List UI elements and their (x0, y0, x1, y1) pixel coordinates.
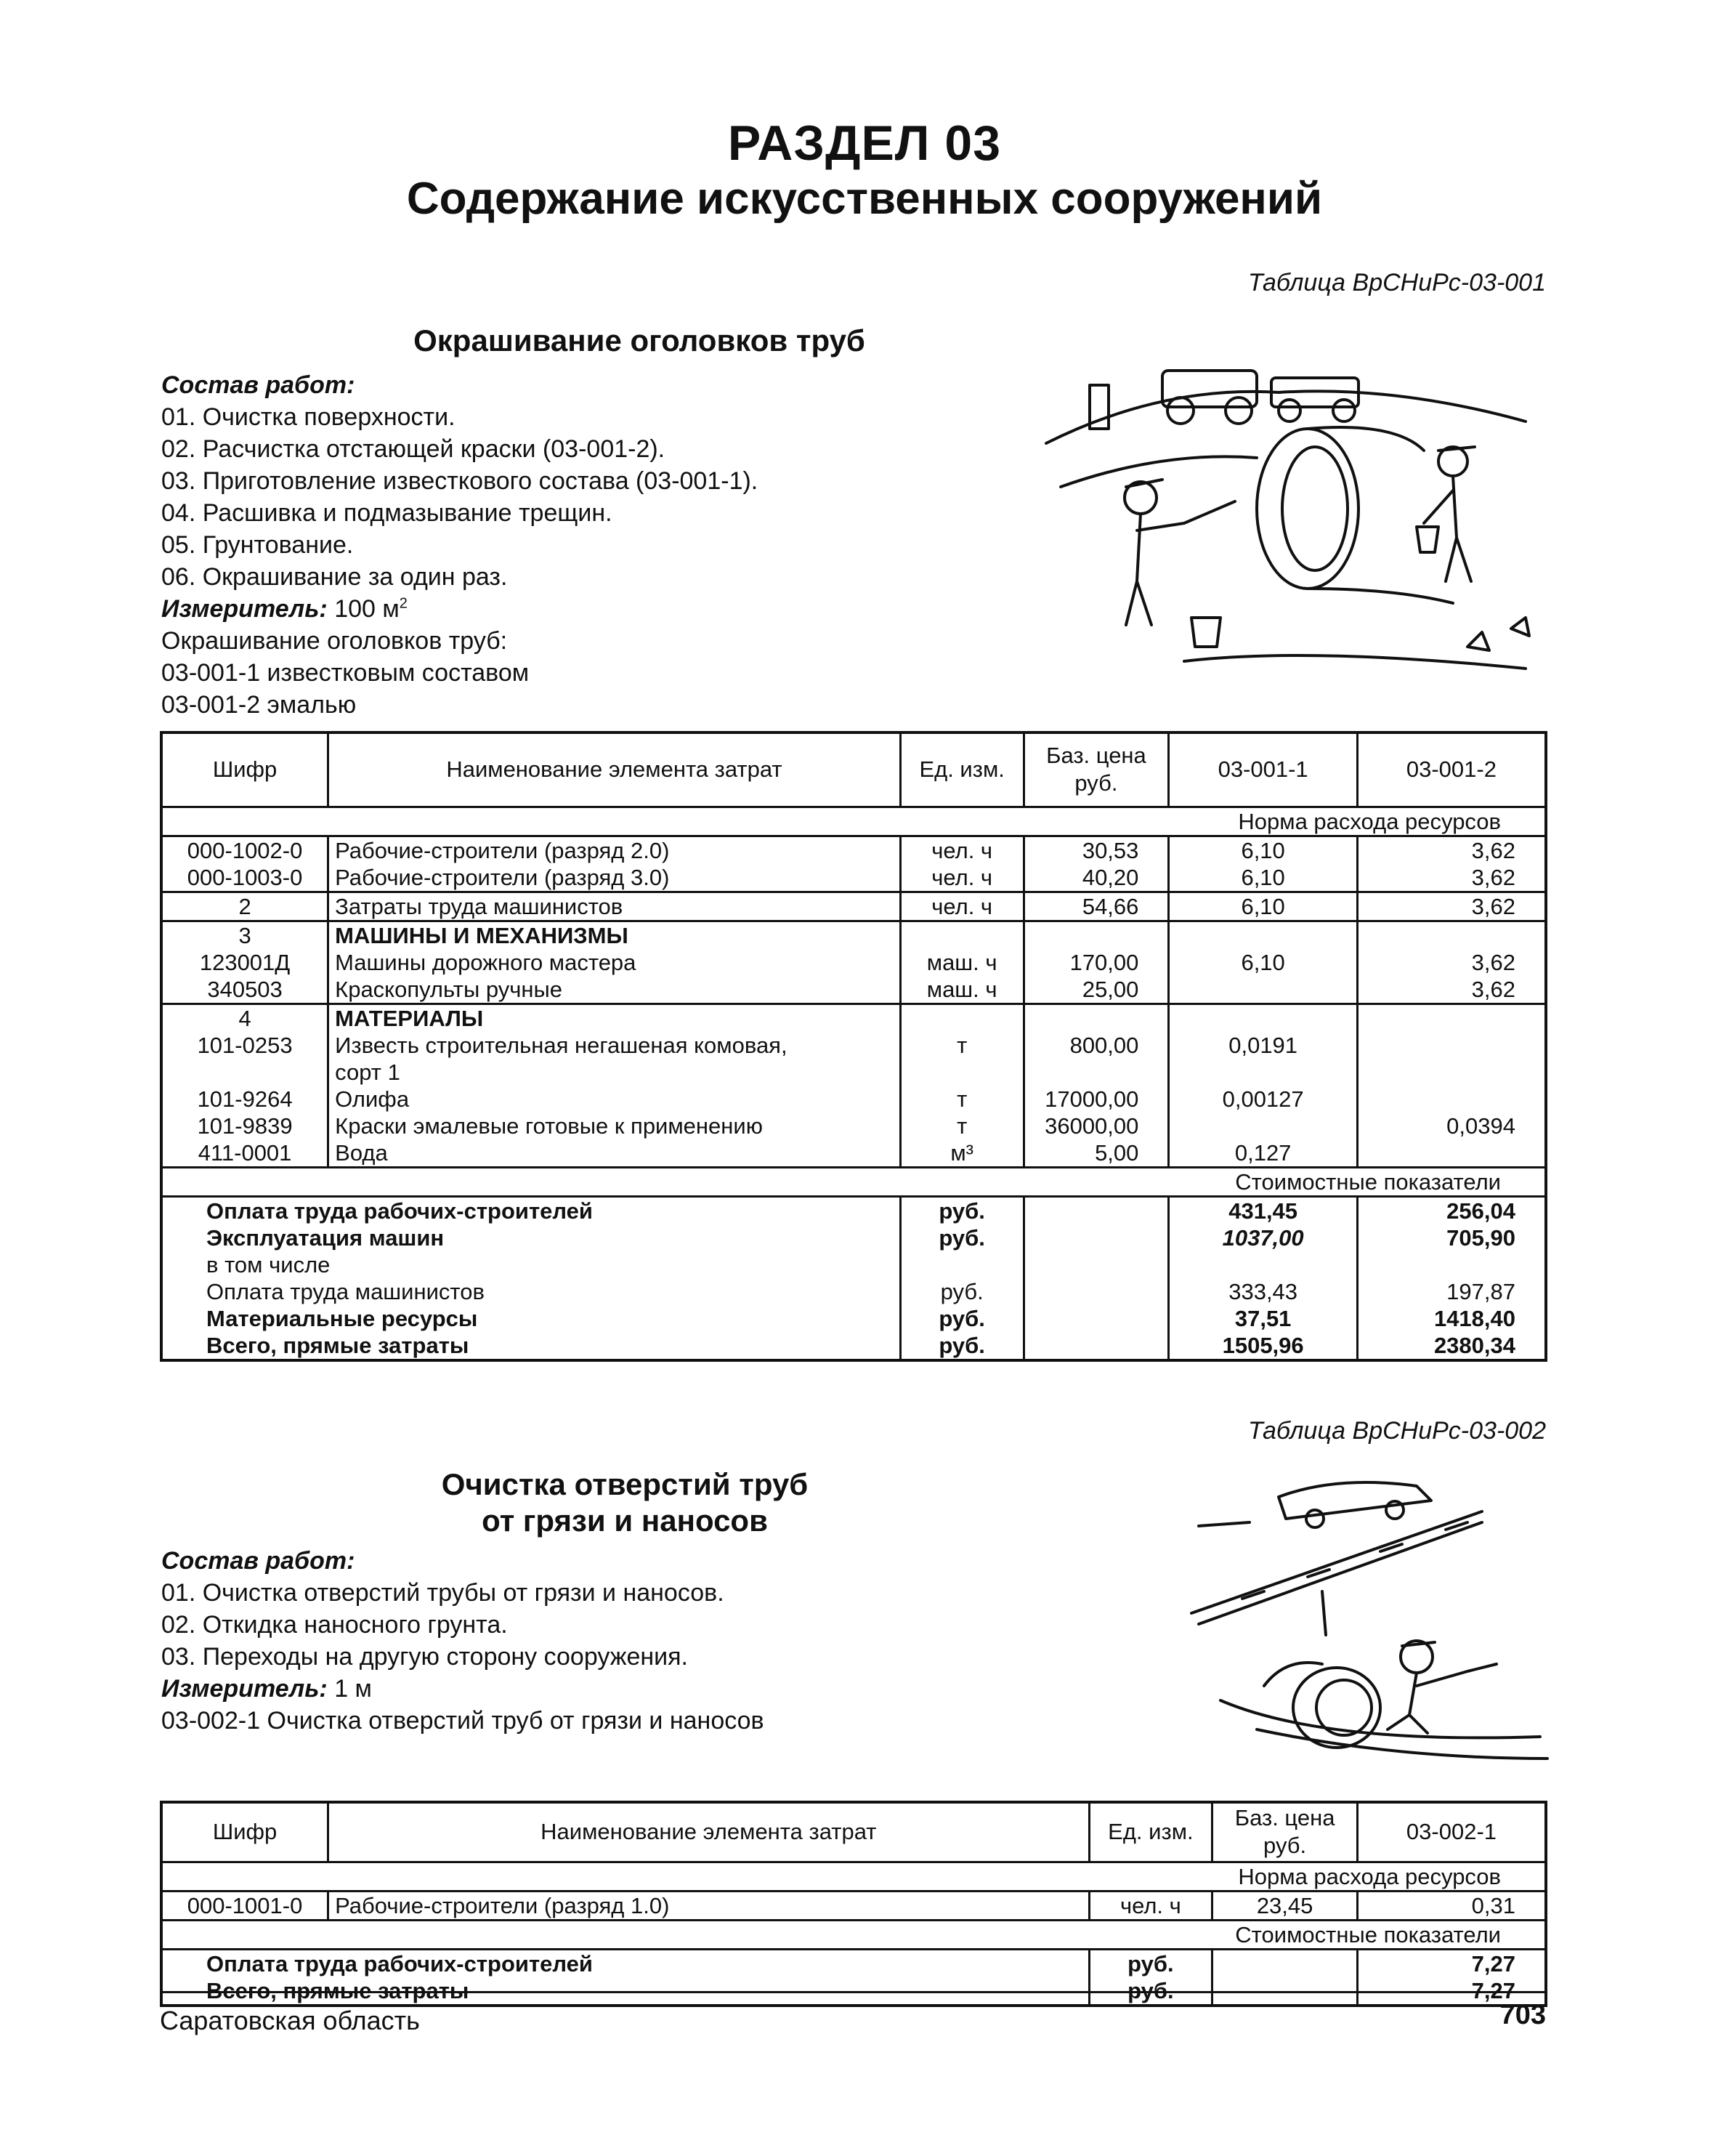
col-header-code: Шифр (161, 1802, 328, 1862)
table-row (161, 1113, 1546, 1139)
cost-price (1024, 1305, 1169, 1332)
col-header-variant: 03-001-2 (1357, 732, 1546, 807)
table-row (161, 1086, 1546, 1113)
table1-ref: Таблица ВрСНиРс-03-001 (1247, 269, 1546, 296)
cost-price (1024, 1224, 1169, 1251)
cell-code: 123001Д (161, 949, 328, 976)
footer-region: Саратовская область (160, 2006, 420, 2035)
work-item: 03. Приготовление известкового состава (03-001-1). (161, 467, 758, 495)
cell-price: 25,00 (1024, 976, 1169, 1004)
meter-sup: 2 (399, 595, 408, 612)
table-row (161, 949, 1546, 976)
cell-name: Известь строительная негашеная комовая, (328, 1032, 901, 1059)
col-header-name: Наименование элемента затрат (328, 732, 901, 807)
cost-v2: 2380,34 (1433, 1332, 1515, 1358)
cost-v2 (1357, 1251, 1546, 1278)
cell-unit (900, 1059, 1024, 1086)
cell-v2: 3,62 (1471, 949, 1515, 975)
cost-row (161, 1278, 1546, 1305)
cell-v2: 3,62 (1471, 976, 1515, 1002)
table-row (161, 1004, 1546, 1032)
cell-price: 17000,00 (1024, 1086, 1169, 1113)
meter-label: Измеритель: (161, 595, 328, 623)
cell-price (1024, 1004, 1169, 1032)
norm-subheader: Норма расхода ресурсов (161, 1862, 1546, 1891)
col-header-variant: 03-002-1 (1357, 1802, 1546, 1862)
table-row (161, 1059, 1546, 1086)
work-item: 06. Окрашивание за один раз. (161, 563, 508, 591)
cell-price (1024, 1059, 1169, 1086)
cell-unit: м³ (900, 1139, 1024, 1168)
cell-code: 3 (161, 921, 328, 949)
meter-value: 1 м (334, 1675, 372, 1703)
cost-name: Всего, прямые затраты (161, 1977, 1089, 2006)
variants-intro: Окрашивание оголовков труб: (161, 627, 508, 655)
cost-name: в том числе (161, 1251, 900, 1278)
cell-v1 (1169, 1113, 1357, 1139)
page-number: 703 (1499, 2000, 1546, 2030)
cell-v1 (1169, 976, 1357, 1004)
cost-unit: руб. (900, 1196, 1024, 1224)
cell-v1: 6,10 (1169, 892, 1357, 921)
meter-line (161, 593, 758, 625)
cell-v1 (1169, 1004, 1357, 1032)
cell-price: 54,66 (1024, 892, 1169, 921)
cell-name: Краскопульты ручные (328, 976, 901, 1004)
cell-unit: т (900, 1113, 1024, 1139)
cost-name: Материальные ресурсы (161, 1305, 900, 1332)
cell-v1: 0,127 (1169, 1139, 1357, 1168)
work-item: 01. Очистка поверхности. (161, 403, 455, 431)
cell-unit: маш. ч (900, 976, 1024, 1004)
table2-heading (341, 1466, 908, 1539)
table-row (161, 1139, 1546, 1168)
cell-v2 (1357, 1086, 1546, 1113)
cell-v2 (1357, 1059, 1546, 1086)
cell-v1: 6,10 (1169, 949, 1357, 976)
cell-v1 (1169, 921, 1357, 949)
cell-v1: 6,10 (1169, 864, 1357, 892)
cost-price (1024, 1332, 1169, 1360)
cost-v1: 431,45 (1169, 1196, 1357, 1224)
cell-unit: т (900, 1032, 1024, 1059)
table-row (161, 892, 1546, 921)
work-item: 05. Грунтование. (161, 531, 354, 559)
cost-subheader: Стоимостные показатели (161, 1920, 1546, 1949)
work-label: Состав работ: (161, 1547, 355, 1575)
cell-code: 000-1002-0 (161, 836, 328, 864)
meter-value: 100 м (334, 595, 400, 623)
table-row (161, 1891, 1546, 1920)
cell-name: Вода (328, 1139, 901, 1168)
cell-unit: чел. ч (900, 892, 1024, 921)
cost-row (161, 1224, 1546, 1251)
cost-v2: 705,90 (1446, 1224, 1515, 1251)
cell-code: 411-0001 (161, 1139, 328, 1168)
work-item: 02. Расчистка отстающей краски (03-001-2). (161, 435, 665, 463)
meter-label: Измеритель: (161, 1675, 328, 1703)
cost-price (1024, 1196, 1169, 1224)
cell-v2 (1357, 1032, 1546, 1059)
cell-name: МАШИНЫ И МЕХАНИЗМЫ (328, 921, 901, 949)
cost-v1: 1505,96 (1169, 1332, 1357, 1360)
cell-v1 (1169, 1059, 1357, 1086)
cost-price (1024, 1251, 1169, 1278)
cost-unit: руб. (900, 1224, 1024, 1251)
cell-v1: 0,31 (1471, 1892, 1515, 1918)
cost-price (1024, 1278, 1169, 1305)
cell-v2 (1357, 1139, 1546, 1168)
cost-unit: руб. (900, 1278, 1024, 1305)
cell-unit: чел. ч (900, 836, 1024, 864)
cell-v2 (1357, 921, 1546, 949)
cost-unit: руб. (1089, 1977, 1212, 2006)
table2-heading-line: Очистка отверстий труб (441, 1467, 809, 1501)
cost-v1: 1037,00 (1169, 1224, 1357, 1251)
cell-name: Рабочие-строители (разряд 2.0) (328, 836, 901, 864)
pipe-cleaning-illustration (1177, 1468, 1555, 1773)
col-header-unit: Ед. изм. (900, 732, 1024, 807)
variant-item: 03-001-1 известковым составом (161, 659, 530, 687)
section-subtitle: Содержание искусственных сооружений (406, 174, 1323, 224)
cell-price: 30,53 (1024, 836, 1169, 864)
col-header-code: Шифр (161, 732, 328, 807)
cell-v2: 0,0394 (1446, 1113, 1515, 1139)
work-item: 01. Очистка отверстий трубы от грязи и наносов. (161, 1579, 724, 1607)
cell-v1: 6,10 (1169, 836, 1357, 864)
cell-code: 101-0253 (161, 1032, 328, 1059)
cell-unit (900, 921, 1024, 949)
variant-item: 03-002-1 Очистка отверстий труб от грязи и наносов (161, 1707, 764, 1735)
cell-name: Олифа (328, 1086, 901, 1113)
cell-price: 170,00 (1024, 949, 1169, 976)
resource-table-2 (160, 1801, 1547, 2007)
table1-heading: Окрашивание оголовков труб (413, 323, 865, 358)
resource-table-1 (160, 731, 1547, 1362)
cell-code: 4 (161, 1004, 328, 1032)
cell-code: 101-9839 (161, 1113, 328, 1139)
cell-code: 000-1001-0 (161, 1891, 328, 1920)
pipe-painting-illustration (1017, 342, 1555, 683)
cell-code (161, 1059, 328, 1086)
cell-name: МАТЕРИАЛЫ (328, 1004, 901, 1032)
table2-description (161, 1545, 764, 1737)
cost-v1: 37,51 (1169, 1305, 1357, 1332)
cell-code: 2 (161, 892, 328, 921)
cost-name: Эксплуатация машин (161, 1224, 900, 1251)
cost-v1: 7,27 (1471, 1950, 1515, 1977)
cost-row (161, 1305, 1546, 1332)
cell-unit (900, 1004, 1024, 1032)
work-label: Состав работ: (161, 371, 355, 399)
cell-price: 40,20 (1024, 864, 1169, 892)
cost-name: Оплата труда рабочих-строителей (161, 1196, 900, 1224)
cost-v2: 256,04 (1446, 1198, 1515, 1224)
section-title: РАЗДЕЛ 03 (727, 116, 1002, 171)
norm-subheader: Норма расхода ресурсов (161, 807, 1546, 836)
cost-unit: руб. (1089, 1949, 1212, 1977)
cost-price (1212, 1949, 1358, 1977)
cost-v2: 197,87 (1446, 1278, 1515, 1304)
table1-description (161, 369, 758, 721)
col-header-price: Баз. цена руб. (1212, 1802, 1358, 1862)
table-row (161, 1032, 1546, 1059)
cell-code: 000-1003-0 (161, 864, 328, 892)
table-row (161, 976, 1546, 1004)
cost-name: Оплата труда рабочих-строителей (161, 1949, 1089, 1977)
cost-unit: руб. (900, 1332, 1024, 1360)
cost-name: Всего, прямые затраты (161, 1332, 900, 1360)
work-item: 04. Расшивка и подмазывание трещин. (161, 499, 612, 527)
cell-unit: чел. ч (1089, 1891, 1212, 1920)
col-header-price: Баз. цена руб. (1024, 732, 1169, 807)
cell-price: 36000,00 (1024, 1113, 1169, 1139)
variant-item: 03-001-2 эмалью (161, 691, 357, 719)
cell-name: Краски эмалевые готовые к применению (328, 1113, 901, 1139)
cost-subheader: Стоимостные показатели (161, 1167, 1546, 1196)
cell-name: Рабочие-строители (разряд 3.0) (328, 864, 901, 892)
cell-name: сорт 1 (328, 1059, 901, 1086)
work-item: 03. Переходы на другую сторону сооружения. (161, 1643, 689, 1671)
footer-divider (160, 1991, 1547, 1993)
meter-line (161, 1673, 764, 1705)
table2-ref: Таблица ВрСНиРс-03-002 (1247, 1417, 1546, 1445)
cell-v2: 3,62 (1471, 864, 1515, 890)
col-header-name: Наименование элемента затрат (328, 1802, 1089, 1862)
cell-code: 340503 (161, 976, 328, 1004)
cost-name: Оплата труда машинистов (161, 1278, 900, 1305)
table-row (161, 921, 1546, 949)
cell-v1: 0,00127 (1169, 1086, 1357, 1113)
col-header-unit: Ед. изм. (1089, 1802, 1212, 1862)
cell-unit: маш. ч (900, 949, 1024, 976)
cell-name: Машины дорожного мастера (328, 949, 901, 976)
cell-v2: 3,62 (1357, 892, 1546, 921)
cost-v1 (1169, 1251, 1357, 1278)
cell-v2 (1357, 1004, 1546, 1032)
cell-name: Затраты труда машинистов (328, 892, 901, 921)
cell-code: 101-9264 (161, 1086, 328, 1113)
cell-price (1024, 921, 1169, 949)
cost-row (161, 1196, 1546, 1224)
cost-unit: руб. (900, 1305, 1024, 1332)
cell-price: 5,00 (1024, 1139, 1169, 1168)
cost-row (161, 1332, 1546, 1360)
table-row (161, 864, 1546, 892)
cell-price: 800,00 (1024, 1032, 1169, 1059)
cell-name: Рабочие-строители (разряд 1.0) (328, 1891, 1089, 1920)
cell-unit: чел. ч (900, 864, 1024, 892)
cell-unit: т (900, 1086, 1024, 1113)
cell-v1: 0,0191 (1169, 1032, 1357, 1059)
table2-heading-line: от грязи и наносов (482, 1503, 768, 1538)
work-item: 02. Откидка наносного грунта. (161, 1611, 508, 1639)
col-header-variant: 03-001-1 (1169, 732, 1357, 807)
cost-v1: 333,43 (1169, 1278, 1357, 1305)
cost-row (161, 1251, 1546, 1278)
cost-row (161, 1949, 1546, 1977)
cost-unit (900, 1251, 1024, 1278)
table-row (161, 836, 1546, 864)
cost-v1: 7,27 (1471, 1977, 1515, 2003)
cost-v2: 1418,40 (1433, 1305, 1515, 1331)
cell-v2: 3,62 (1471, 837, 1515, 863)
cell-price: 23,45 (1212, 1891, 1358, 1920)
